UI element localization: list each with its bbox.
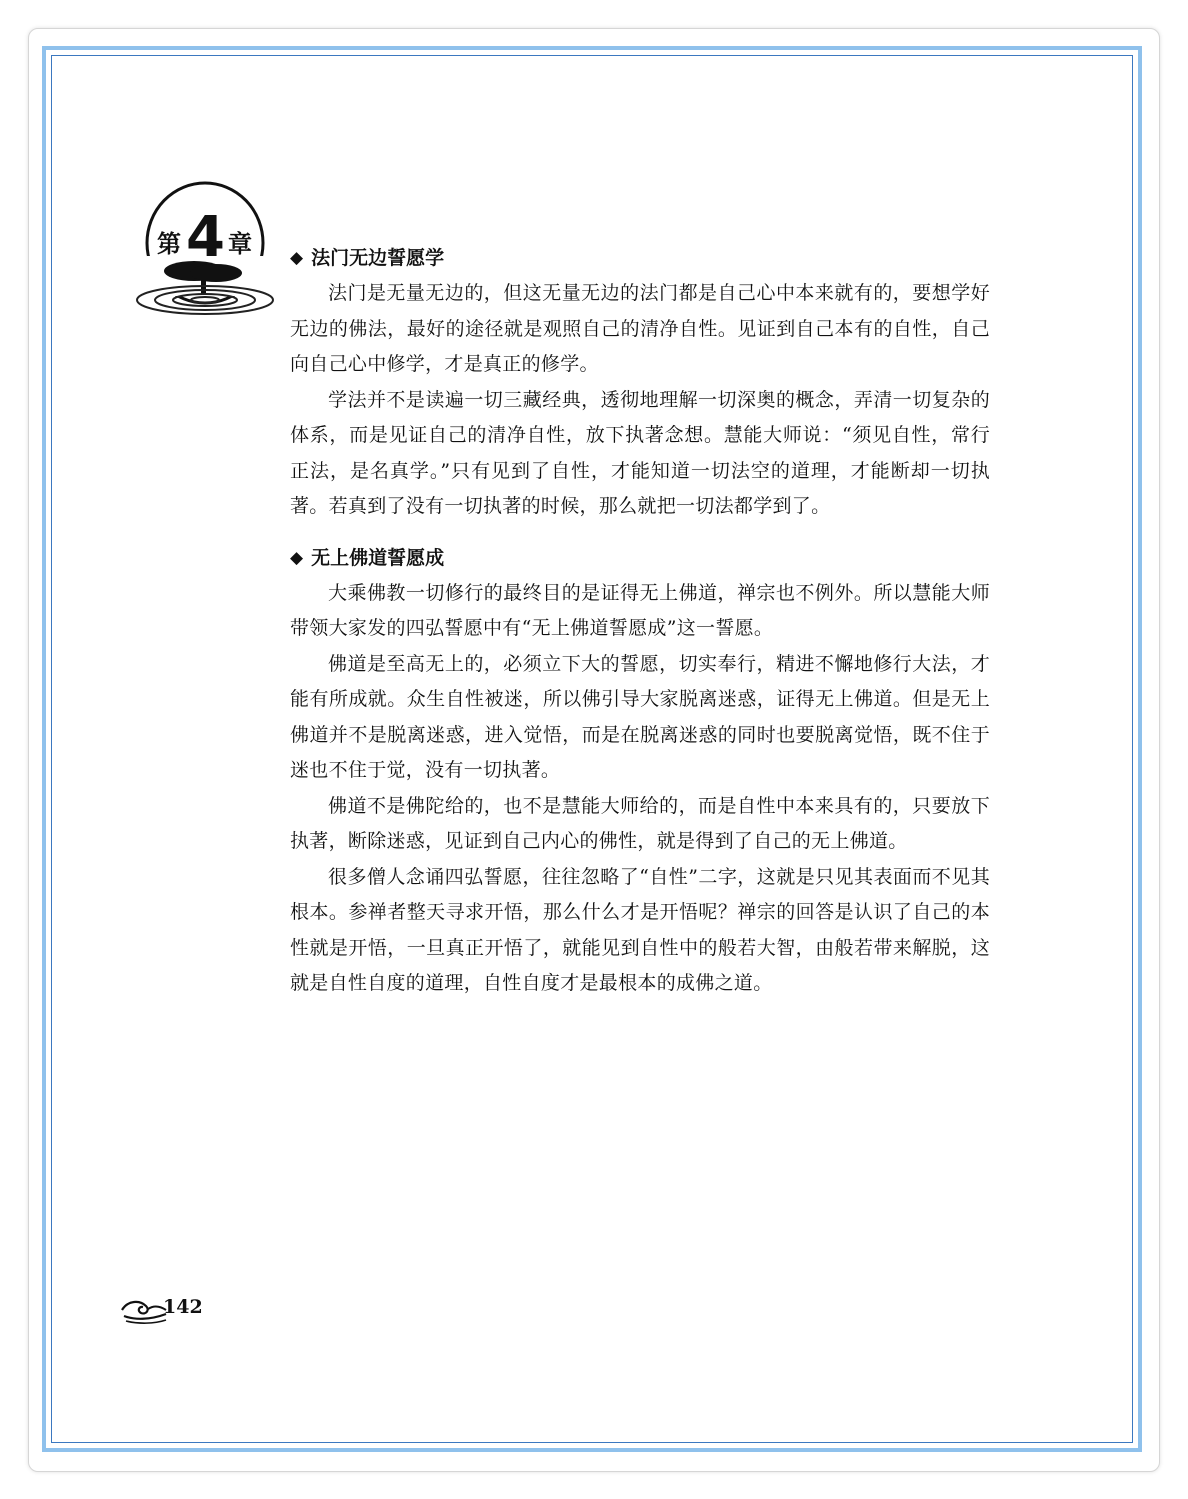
section-1 xyxy=(290,240,990,525)
section-heading-text: 法门无边誓愿学 xyxy=(311,247,445,269)
chapter-emblem xyxy=(134,176,276,326)
diamond-bullet-icon: ◆ xyxy=(290,547,304,568)
section-heading-text: 无上佛道誓愿成 xyxy=(311,546,445,569)
main-content xyxy=(290,240,990,1002)
tree-trunk-shape xyxy=(201,273,206,295)
paragraph: 很多僧人念诵四弘誓愿，往往忽略了“自性”二字，这就是只见其表面而不见其根本。参禅者整天寻求开悟，那么什么才是开悟呢？禅宗的回答是认识了自己的本性就是开悟，一旦真正开悟了，就能见到自性中的般若大智，由般若带来解脱，这就是自性自度的道理，自性自度才是最根本的成佛之道。 xyxy=(290,865,990,994)
section-2 xyxy=(290,540,990,1002)
wave-ornament-icon xyxy=(120,1296,168,1326)
chapter-prefix: 第 xyxy=(157,230,181,258)
chapter-emblem-art xyxy=(134,176,276,326)
page-number: 142 xyxy=(163,1296,203,1318)
page-footer xyxy=(120,1296,210,1326)
paragraph: 佛道是至高无上的，必须立下大的誓愿，切实奉行，精进不懈地修行大法，才能有所成就。众生自性被迷，所以佛引导大家脱离迷惑，证得无上佛道。但是无上佛道并不是脱离迷惑，进入觉悟，而是在脱离迷惑的同时也要脱离觉悟，既不住于迷也不住于觉，没有一切执著。 xyxy=(290,652,990,781)
paragraph: 法门是无量无边的，但这无量无边的法门都是自己心中本来就有的，要想学好无边的佛法，最好的途径就是观照自己的清净自性。见证到自己本有的自性，自己向自己心中修学，才是真正的修学。 xyxy=(290,282,990,375)
diamond-bullet-icon: ◆ xyxy=(290,248,304,268)
chapter-number: 4 xyxy=(186,205,225,270)
paragraph: 大乘佛教一切修行的最终目的是证得无上佛道，禅宗也不例外。所以慧能大师带领大家发的四弘誓愿中有“无上佛道誓愿成”这一誓愿。 xyxy=(290,581,990,639)
paragraph: 学法并不是读遍一切三藏经典，透彻地理解一切深奥的概念，弄清一切复杂的体系，而是见证自己的清净自性，放下执著念想。慧能大师说：“须见自性，常行正法，是名真学。”只有见到了自性，才能知道一切法空的道理，才能断却一切执著。若真到了没有一切执著的时候，那么就把一切法都学到了。 xyxy=(290,388,990,517)
paragraph: 佛道不是佛陀给的，也不是慧能大师给的，而是自性中本来具有的，只要放下执著，断除迷惑，见证到自己内心的佛性，就是得到了自己的无上佛道。 xyxy=(290,794,990,852)
section-heading xyxy=(290,540,990,576)
section-heading xyxy=(290,240,990,276)
chapter-suffix: 章 xyxy=(228,230,252,258)
